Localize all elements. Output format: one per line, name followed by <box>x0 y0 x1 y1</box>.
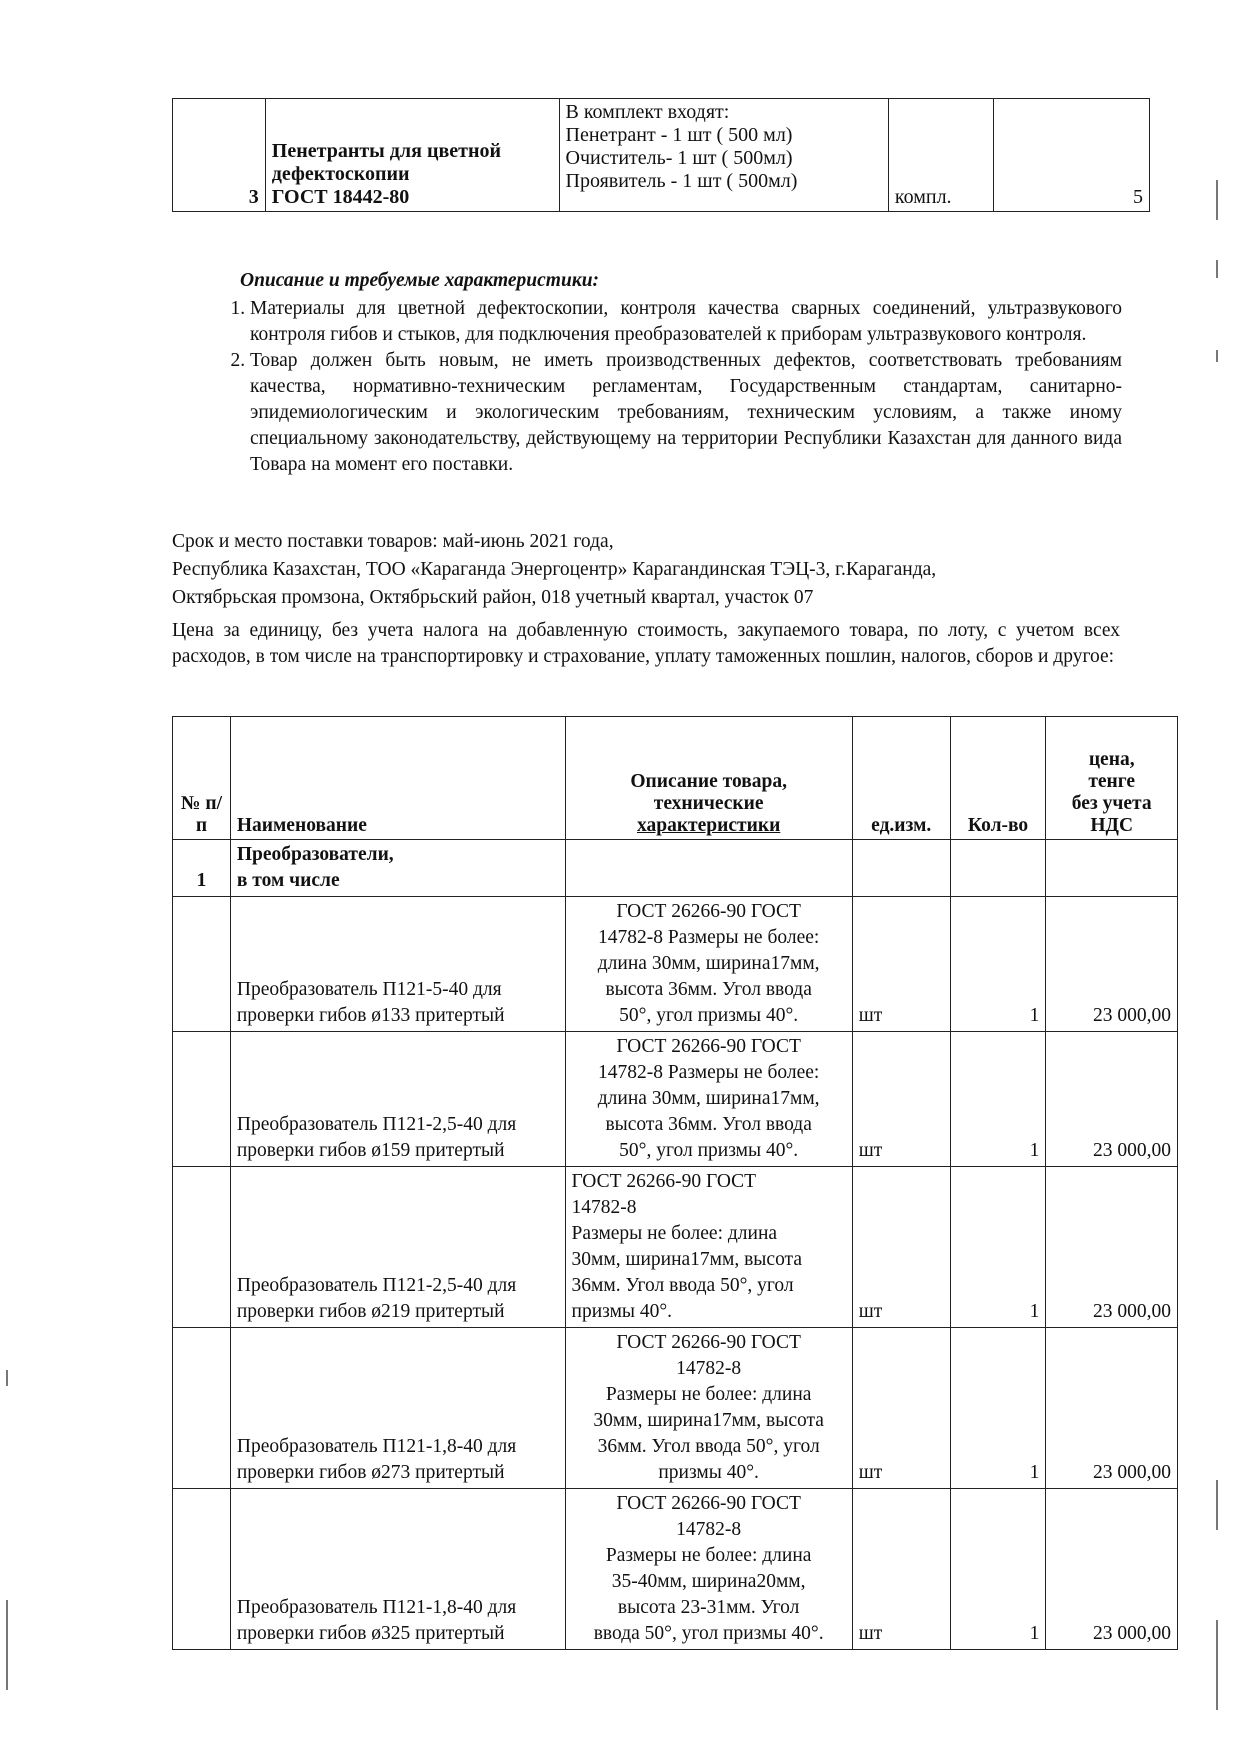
table-row <box>173 1489 1178 1650</box>
header-price-line: без учета <box>1071 793 1152 814</box>
row-desc-line: ГОСТ 26266-90 ГОСТ <box>616 1493 801 1514</box>
row-unit-cell: шт <box>852 897 950 1032</box>
row-qty-cell: 1 <box>950 1167 1046 1328</box>
item-desc-line: В комплект входят: <box>565 101 730 123</box>
group-empty-cell <box>950 840 1046 897</box>
header-unit: ед.изм. <box>852 717 950 840</box>
header-price <box>1046 717 1178 840</box>
row-description-cell <box>565 897 852 1032</box>
item-desc-line: Проявитель - 1 шт ( 500мл) <box>565 170 798 192</box>
row-name-line: проверки гибов ø159 притертый <box>236 1140 505 1161</box>
group-name <box>230 840 565 897</box>
row-desc-line: 30мм, ширина17мм, высота <box>571 1249 802 1270</box>
row-num-cell <box>173 1167 231 1328</box>
table-header-row <box>173 717 1178 840</box>
item-name-line: ГОСТ 18442-80 <box>271 186 410 208</box>
row-desc-line: ГОСТ 26266-90 ГОСТ <box>616 1036 801 1057</box>
row-num-cell <box>173 897 231 1032</box>
row-name-cell <box>230 1167 565 1328</box>
row-name-cell <box>230 897 565 1032</box>
row-unit-cell: шт <box>852 1328 950 1489</box>
row-desc-line: призмы 40°. <box>571 1301 673 1322</box>
row-desc-line: 14782-8 <box>676 1519 742 1540</box>
scan-artifact <box>1216 1480 1218 1530</box>
row-name-line: Преобразователь П121-2,5-40 для <box>236 1275 517 1296</box>
item-desc-line: Пенетрант - 1 шт ( 500 мл) <box>565 124 793 146</box>
row-price-cell: 23 000,00 <box>1046 1489 1178 1650</box>
table-row <box>173 1328 1178 1489</box>
description-item: 2. Товар должен быть новым, не иметь производственных дефектов, соответствовать требованиям качества, нормативно-техническим регламентам, Государственным стандартам, санитарно-эпидемиологическим и экологическим требованиям, техническим условиям, а также иному специальному законодательству, действующему на территории Республики Казахстан для данного вида Товара на момент его поставки. <box>250 348 1122 478</box>
row-desc-line: 14782-8 Размеры не более: <box>597 927 820 948</box>
row-desc-line: ввода 50°, угол призмы 40°. <box>593 1623 824 1644</box>
header-price-line: тенге <box>1088 771 1136 792</box>
row-desc-line: 36мм. Угол ввода 50°, угол <box>571 1275 794 1296</box>
description-list <box>212 296 1122 478</box>
row-desc-line: высота 36мм. Угол ввода <box>605 979 812 1000</box>
table-group-row <box>173 840 1178 897</box>
header-price-line: цена, <box>1088 749 1135 770</box>
row-desc-line: призмы 40°. <box>658 1462 759 1483</box>
row-desc-line: ГОСТ 26266-90 ГОСТ <box>616 1332 801 1353</box>
row-desc-line: ГОСТ 26266-90 ГОСТ <box>616 901 801 922</box>
row-desc-line: Размеры не более: длина <box>605 1384 812 1405</box>
row-qty-cell: 1 <box>950 897 1046 1032</box>
scan-artifact <box>1216 260 1218 278</box>
row-num-cell <box>173 1328 231 1489</box>
row-price-cell: 23 000,00 <box>1046 897 1178 1032</box>
top-item-table <box>172 98 1150 212</box>
row-name-line: проверки гибов ø273 притертый <box>236 1462 505 1483</box>
row-name-line: проверки гибов ø325 притертый <box>236 1623 505 1644</box>
scan-artifact <box>1216 1620 1218 1710</box>
item-name <box>265 99 559 212</box>
header-num: № п/п <box>173 717 231 840</box>
row-desc-line: 30мм, ширина17мм, высота <box>593 1410 824 1431</box>
group-empty-cell <box>1046 840 1178 897</box>
row-desc-line: Размеры не более: длина <box>571 1223 778 1244</box>
table-row <box>173 1167 1178 1328</box>
header-price-line: НДС <box>1090 815 1134 836</box>
scan-artifact <box>1216 350 1218 362</box>
row-desc-line: высота 23-31мм. Угол <box>617 1597 800 1618</box>
row-description-cell <box>565 1167 852 1328</box>
row-num-cell <box>173 1489 231 1650</box>
header-desc-line: технические <box>653 793 764 814</box>
row-description-cell <box>565 1032 852 1167</box>
header-qty: Кол-во <box>950 717 1046 840</box>
row-desc-line: 14782-8 <box>571 1197 637 1218</box>
row-num-cell <box>173 1032 231 1167</box>
table-row <box>173 897 1178 1032</box>
row-price-cell: 23 000,00 <box>1046 1328 1178 1489</box>
description-section <box>212 268 1122 478</box>
row-name-line: Преобразователь П121-1,8-40 для <box>236 1597 517 1618</box>
row-desc-line: 50°, угол призмы 40°. <box>619 1140 799 1161</box>
scan-artifact <box>1216 180 1218 220</box>
row-desc-line: ГОСТ 26266-90 ГОСТ <box>571 1171 757 1192</box>
item-name-line: Пенетранты для цветной <box>271 140 502 162</box>
table-body <box>173 897 1178 1650</box>
row-desc-line: длина 30мм, ширина17мм, <box>597 1088 820 1109</box>
item-number: 3 <box>173 99 266 212</box>
row-name-line: Преобразователь П121-2,5-40 для <box>236 1114 517 1135</box>
scan-artifact <box>6 1370 8 1386</box>
row-desc-line: 14782-8 Размеры не более: <box>597 1062 820 1083</box>
description-title: Описание и требуемые характеристики: <box>240 270 600 291</box>
row-name-line: Преобразователь П121-5-40 для <box>236 979 502 1000</box>
group-empty-cell <box>852 840 950 897</box>
header-name: Наименование <box>230 717 565 840</box>
row-description-cell <box>565 1489 852 1650</box>
group-empty-cell <box>565 840 852 897</box>
group-num: 1 <box>173 840 231 897</box>
group-name-line: Преобразователи, <box>236 844 394 865</box>
scan-artifact <box>6 1600 8 1690</box>
delivery-line: Республика Казахстан, ТОО «Караганда Энергоцентр» Карагандинская ТЭЦ-3, г.Караганда, <box>172 559 937 580</box>
price-note: Цена за единицу, без учета налога на добавленную стоимость, закупаемого товара, по лоту, с учетом всех расходов, в том числе на транспортировку и страхование, уплату таможенных пошлин, налогов, сборов и другое: <box>172 620 1120 667</box>
row-desc-line: высота 36мм. Угол ввода <box>605 1114 812 1135</box>
header-desc-line: Описание товара, <box>630 771 787 792</box>
row-desc-line: 36мм. Угол ввода 50°, угол <box>597 1436 820 1457</box>
row-unit-cell: шт <box>852 1167 950 1328</box>
row-description-cell <box>565 1328 852 1489</box>
delivery-terms <box>172 528 1132 612</box>
row-desc-line: длина 30мм, ширина17мм, <box>597 953 820 974</box>
item-desc-line: Очиститель- 1 шт ( 500мл) <box>565 147 793 169</box>
row-price-cell: 23 000,00 <box>1046 1167 1178 1328</box>
description-item: 1. Материалы для цветной дефектоскопии, контроля качества сварных соединений, ультразвукового контроля гибов и стыков, для подключения преобразователей к приборам ультразвукового контроля. <box>250 296 1122 348</box>
row-qty-cell: 1 <box>950 1328 1046 1489</box>
delivery-line: Срок и место поставки товаров: май-июнь 2021 года, <box>172 531 614 552</box>
row-name-cell <box>230 1032 565 1167</box>
table-row <box>173 1032 1178 1167</box>
delivery-line: Октябрьская промзона, Октябрьский район, 018 учетный квартал, участок 07 <box>172 587 814 608</box>
table-row <box>173 99 1150 212</box>
row-name-cell <box>230 1489 565 1650</box>
item-unit: компл. <box>888 99 993 212</box>
header-desc-line: характеристики <box>636 815 781 836</box>
item-description <box>559 99 888 212</box>
item-qty: 5 <box>993 99 1149 212</box>
row-qty-cell: 1 <box>950 1489 1046 1650</box>
price-table <box>172 716 1178 1650</box>
row-desc-line: 50°, угол призмы 40°. <box>619 1005 799 1026</box>
row-desc-line: 35-40мм, ширина20мм, <box>611 1571 806 1592</box>
row-name-line: Преобразователь П121-1,8-40 для <box>236 1436 517 1457</box>
row-desc-line: Размеры не более: длина <box>605 1545 812 1566</box>
row-price-cell: 23 000,00 <box>1046 1032 1178 1167</box>
row-name-cell <box>230 1328 565 1489</box>
row-desc-line: 14782-8 <box>676 1358 742 1379</box>
row-unit-cell: шт <box>852 1032 950 1167</box>
header-description <box>565 717 852 840</box>
row-name-line: проверки гибов ø219 притертый <box>236 1301 505 1322</box>
row-name-line: проверки гибов ø133 притертый <box>236 1005 505 1026</box>
item-name-line: дефектоскопии <box>271 163 410 185</box>
row-unit-cell: шт <box>852 1489 950 1650</box>
row-qty-cell: 1 <box>950 1032 1046 1167</box>
group-name-line: в том числе <box>236 870 340 891</box>
